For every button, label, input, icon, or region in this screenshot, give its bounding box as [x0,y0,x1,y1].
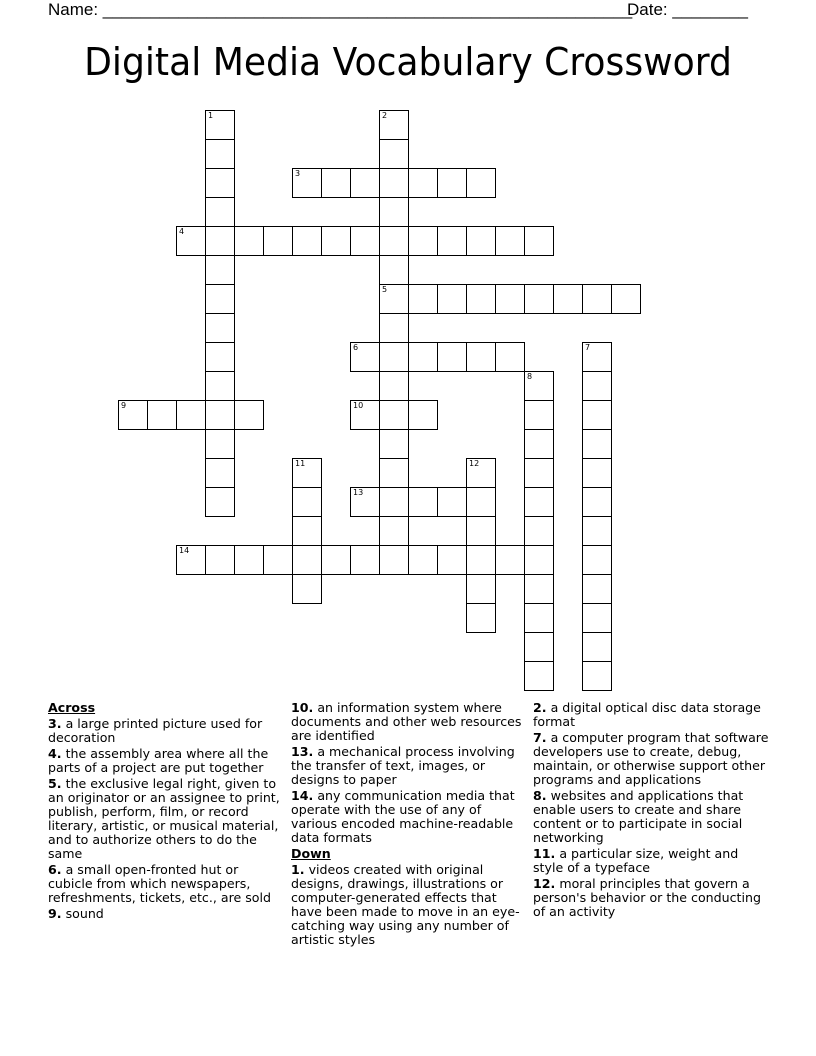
grid-cell[interactable] [582,516,612,546]
grid-cell[interactable] [379,110,409,140]
grid-cell[interactable] [466,545,496,575]
grid-cell[interactable] [611,284,641,314]
grid-cell[interactable] [524,429,554,459]
clue-item [291,701,525,743]
grid-cell[interactable] [466,516,496,546]
grid-cell[interactable] [582,661,612,691]
clue-text: a digital optical disc data storage format [533,700,761,729]
clue-number: 10. [291,700,314,715]
grid-cell[interactable] [350,226,380,256]
grid-cell[interactable] [350,487,380,517]
grid-cell[interactable] [234,545,264,575]
grid-cell[interactable] [379,197,409,227]
clue-number-label: 7 [585,343,591,352]
grid-cell[interactable] [263,226,293,256]
grid-cell[interactable] [524,603,554,633]
grid-cell[interactable] [205,371,235,401]
grid-cell[interactable] [582,574,612,604]
grid-cell[interactable] [524,545,554,575]
grid-cell[interactable] [205,197,235,227]
grid-cell[interactable] [205,110,235,140]
grid-cell[interactable] [408,284,438,314]
clue-number-label: 12 [469,459,480,468]
clue-number: 14. [291,788,314,803]
clue-text: a particular size, weight and style of a typeface [533,846,739,875]
grid-cell[interactable] [495,226,525,256]
clue-item [533,731,771,787]
grid-cell[interactable] [466,342,496,372]
grid-cell[interactable] [437,487,467,517]
grid-cell[interactable] [350,400,380,430]
clue-text: moral principles that govern a person's behavior or the conducting of an activity [533,876,761,919]
grid-cell[interactable] [408,226,438,256]
grid-cell[interactable] [292,574,322,604]
grid-cell[interactable] [408,545,438,575]
grid-cell[interactable] [437,284,467,314]
clue-text: the assembly area where all the parts of a project are put together [48,746,269,775]
grid-cell[interactable] [321,545,351,575]
clue-text: a mechanical process involving the transfer of text, images, or designs to paper [291,744,515,787]
clue-number-label: 4 [179,227,185,236]
grid-cell[interactable] [234,400,264,430]
clue-item [533,877,771,919]
grid-cell[interactable] [147,400,177,430]
clue-number: 5. [48,776,62,791]
page-title: Digital Media Vocabulary Crossword [84,40,732,84]
grid-cell[interactable] [524,632,554,662]
clue-number-label: 10 [353,401,364,410]
grid-cell[interactable] [582,603,612,633]
grid-cell[interactable] [524,226,554,256]
grid-cell[interactable] [466,168,496,198]
grid-cell[interactable] [495,342,525,372]
clue-text: any communication media that operate with the use of any of various encoded machine-readable data formats [291,788,515,845]
grid-cell[interactable] [292,168,322,198]
grid-cell[interactable] [582,284,612,314]
grid-cell[interactable] [524,516,554,546]
grid-cell[interactable] [350,545,380,575]
grid-cell[interactable] [582,400,612,430]
grid-cell[interactable] [379,400,409,430]
grid-cell[interactable] [350,342,380,372]
clues-column-1 [48,701,284,923]
clue-item [291,745,525,787]
grid-cell[interactable] [205,400,235,430]
clue-number: 7. [533,730,547,745]
grid-cell[interactable] [379,342,409,372]
grid-cell[interactable] [292,545,322,575]
grid-cell[interactable] [205,429,235,459]
clue-text: an information system where documents and other web resources are identified [291,700,522,743]
grid-cell[interactable] [524,400,554,430]
grid-cell[interactable] [205,342,235,372]
grid-cell[interactable] [582,487,612,517]
clue-number-label: 9 [121,401,127,410]
grid-cell[interactable] [466,284,496,314]
grid-cell[interactable] [524,371,554,401]
grid-cell[interactable] [408,400,438,430]
grid-cell[interactable] [205,458,235,488]
clue-item [48,863,284,905]
grid-cell[interactable] [350,168,380,198]
down-heading: Down [291,846,331,861]
grid-cell[interactable] [379,516,409,546]
clue-text: a computer program that software developers use to create, debug, maintain, or otherwise support other programs and applications [533,730,769,787]
grid-cell[interactable] [379,313,409,343]
grid-cell[interactable] [408,342,438,372]
grid-cell[interactable] [292,458,322,488]
grid-cell[interactable] [205,139,235,169]
grid-cell[interactable] [582,371,612,401]
clue-text: videos created with original designs, drawings, illustrations or computer-generated effects that have been made to move in an eye-catching way using any number of artistic styles [291,862,520,947]
clue-item [533,701,771,729]
clue-number: 4. [48,746,62,761]
clue-text: the exclusive legal right, given to an originator or an assignee to print, publish, perform, film, or record literary, artistic, or musical material, and to authorize others to do the same [48,776,280,861]
clue-text: a large printed picture used for decoration [48,716,263,745]
clue-item [48,777,284,861]
grid-cell[interactable] [379,284,409,314]
grid-cell[interactable] [205,168,235,198]
clue-number-label: 2 [382,111,388,120]
clue-number-label: 5 [382,285,388,294]
clue-text: a small open-fronted hut or cubicle from which newspapers, refreshments, tickets, etc., are sold [48,862,271,905]
grid-cell[interactable] [292,226,322,256]
grid-cell[interactable] [408,487,438,517]
grid-cell[interactable] [379,139,409,169]
grid-cell[interactable] [582,342,612,372]
grid-cell[interactable] [524,574,554,604]
clue-number-label: 6 [353,343,359,352]
clue-number-label: 13 [353,488,364,497]
grid-cell[interactable] [437,342,467,372]
clue-number-label: 3 [295,169,301,178]
grid-cell[interactable] [176,400,206,430]
grid-cell[interactable] [466,226,496,256]
grid-cell[interactable] [495,284,525,314]
clue-item [291,863,525,947]
clue-number: 6. [48,862,62,877]
grid-cell[interactable] [176,226,206,256]
grid-cell[interactable] [292,487,322,517]
grid-cell[interactable] [379,255,409,285]
clue-text: sound [61,906,104,921]
clue-number: 13. [291,744,314,759]
clue-text: websites and applications that enable users to create and share content or to participate in social networking [533,788,744,845]
grid-cell[interactable] [118,400,148,430]
grid-cell[interactable] [321,226,351,256]
clue-number: 9. [48,906,62,921]
grid-cell[interactable] [205,545,235,575]
grid-cell[interactable] [582,545,612,575]
grid-cell[interactable] [379,371,409,401]
grid-cell[interactable] [437,545,467,575]
clue-number-label: 1 [208,111,214,120]
grid-cell[interactable] [582,429,612,459]
clue-item [48,907,284,921]
grid-cell[interactable] [524,284,554,314]
grid-cell[interactable] [321,168,351,198]
clue-number: 8. [533,788,547,803]
grid-cell[interactable] [466,458,496,488]
grid-cell[interactable] [205,284,235,314]
grid-cell[interactable] [466,574,496,604]
grid-cell[interactable] [524,661,554,691]
grid-cell[interactable] [379,458,409,488]
date-field[interactable]: Date: ________ [627,0,748,19]
clue-number: 2. [533,700,547,715]
grid-cell[interactable] [582,458,612,488]
clue-item [48,717,284,745]
grid-cell[interactable] [437,226,467,256]
clue-number-label: 14 [179,546,190,555]
grid-cell[interactable] [524,458,554,488]
name-field[interactable]: Name: ________________________________________________________ [48,0,633,19]
grid-cell[interactable] [263,545,293,575]
clue-item [533,789,771,845]
grid-cell[interactable] [292,516,322,546]
grid-cell[interactable] [379,487,409,517]
clue-item [533,847,771,875]
grid-cell[interactable] [408,168,438,198]
grid-cell[interactable] [379,168,409,198]
grid-cell[interactable] [176,545,206,575]
grid-cell[interactable] [524,487,554,517]
clues-column-2 [291,701,525,949]
grid-cell[interactable] [205,226,235,256]
clue-number: 3. [48,716,62,731]
grid-cell[interactable] [466,603,496,633]
grid-cell[interactable] [466,487,496,517]
grid-cell[interactable] [582,632,612,662]
clue-item [48,747,284,775]
clue-number: 12. [533,876,556,891]
clue-number-label: 11 [295,459,306,468]
clue-number-label: 8 [527,372,533,381]
grid-cell[interactable] [379,545,409,575]
grid-cell[interactable] [205,255,235,285]
grid-cell[interactable] [553,284,583,314]
grid-cell[interactable] [379,226,409,256]
grid-cell[interactable] [205,487,235,517]
clues-column-3 [533,701,771,921]
clue-number: 11. [533,846,556,861]
across-heading: Across [48,700,96,715]
grid-cell[interactable] [495,545,525,575]
grid-cell[interactable] [205,313,235,343]
grid-cell[interactable] [234,226,264,256]
clue-item [291,789,525,845]
grid-cell[interactable] [379,429,409,459]
grid-cell[interactable] [437,168,467,198]
clue-number: 1. [291,862,305,877]
